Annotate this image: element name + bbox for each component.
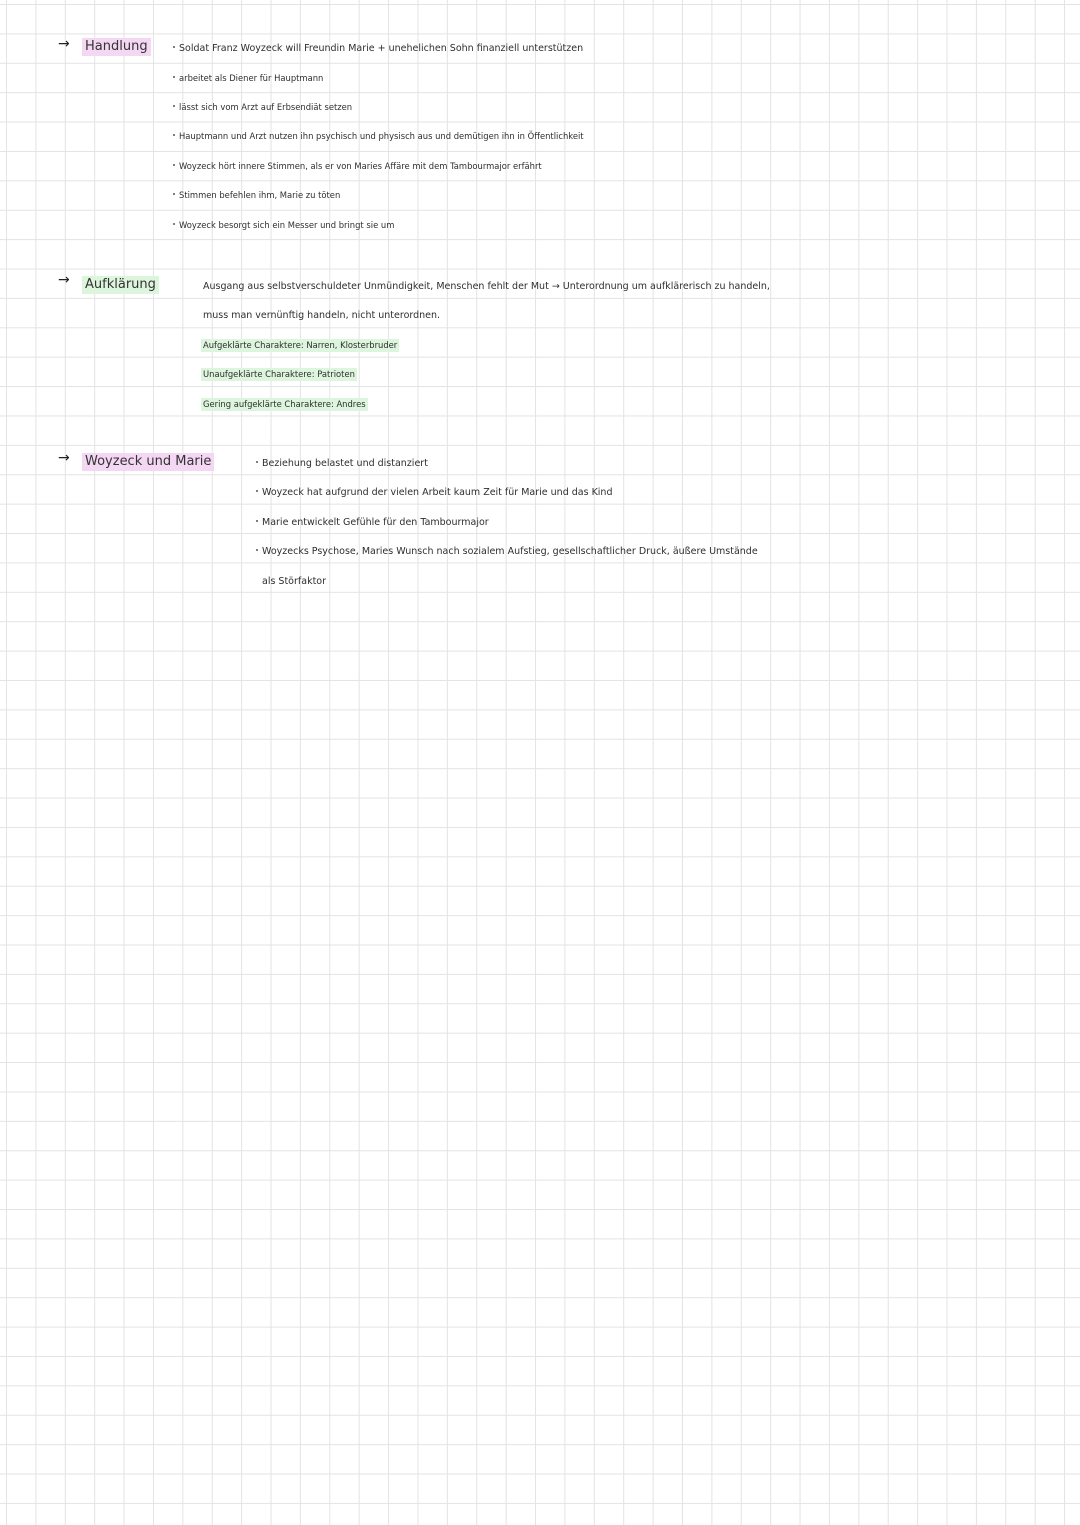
bullet-dot-icon [173,164,175,166]
bullet-dot-icon [256,520,258,522]
bullet-dot-icon [173,193,175,195]
list-item: Ausgang aus selbstverschuldeter Unmündigkeit, Menschen fehlt der Mut → Unterordnung um aufklärerisch zu handeln, [203,281,770,292]
bullet-dot-icon [256,549,258,551]
bullet-dot-icon [173,223,175,225]
list-item: als Störfaktor [262,576,327,587]
list-item: Unaufgeklärte Charaktere: Patrioten [203,369,355,379]
bullet-dot-icon [173,134,175,136]
list-item: Soldat Franz Woyzeck will Freundin Marie + unehelichen Sohn finanziell unterstützen [173,42,583,55]
bullet-dot-icon [173,46,175,48]
arrow-icon: → [58,36,70,52]
list-item: Stimmen befehlen ihm, Marie zu töten [173,189,340,202]
arrow-icon: → [58,450,70,466]
list-item: Woyzeck hört innere Stimmen, als er von Maries Affäre mit dem Tambourmajor erfährt [173,160,542,173]
list-item: Hauptmann und Arzt nutzen ihn psychisch und physisch aus und demütigen ihn in Öffentlichkeit [173,130,584,143]
heading-handlung: Handlung [82,38,151,56]
list-item: Marie entwickelt Gefühle für den Tambourmajor [256,516,489,529]
list-item: Beziehung belastet und distanziert [256,457,428,470]
list-item: Woyzeck hat aufgrund der vielen Arbeit kaum Zeit für Marie und das Kind [256,486,612,499]
heading-woyzeck-und-marie: Woyzeck und Marie [82,453,214,471]
list-item: Aufgeklärte Charaktere: Narren, Klosterbruder [203,340,398,350]
bullet-dot-icon [173,76,175,78]
list-item: muss man vernünftig handeln, nicht unterordnen. [203,310,441,321]
list-item: Gering aufgeklärte Charaktere: Andres [203,399,366,409]
list-item: arbeitet als Diener für Hauptmann [173,72,323,85]
bullet-dot-icon [256,490,258,492]
bullet-dot-icon [173,105,175,107]
list-item: Woyzeck besorgt sich ein Messer und bringt sie um [173,219,394,232]
bullet-dot-icon [256,461,258,463]
heading-aufklaerung: Aufklärung [82,276,159,294]
list-item: Woyzecks Psychose, Maries Wunsch nach sozialem Aufstieg, gesellschaftlicher Druck, äußere Umstände [256,545,758,558]
list-item: lässt sich vom Arzt auf Erbsendiät setzen [173,101,352,114]
arrow-icon: → [58,272,70,288]
